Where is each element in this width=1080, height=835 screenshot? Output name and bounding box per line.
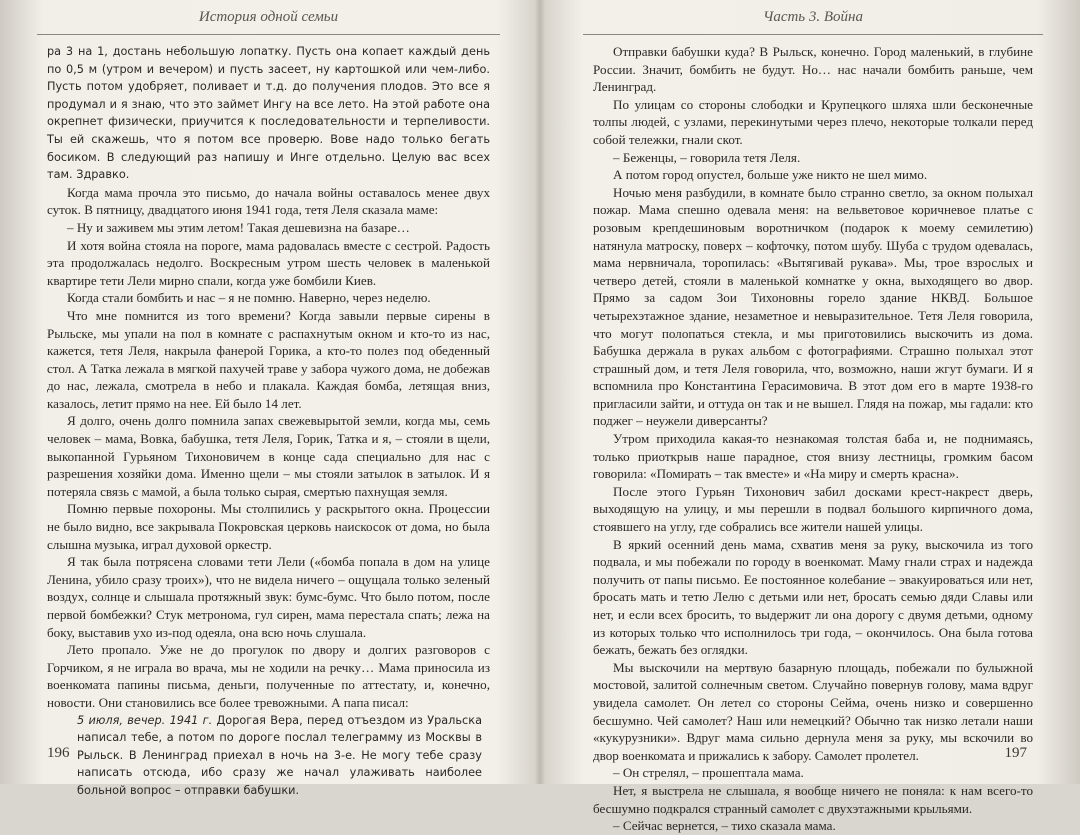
left-page [0,0,540,797]
paragraph: Утром приходила какая-то незнакомая толстая баба и, не поднимаясь, только приоткрыв наше парадное, стоя внизу лестницы, громким басом говорила: «Помирать – так вместе» и «На миру и смерть красна». [593,431,1033,482]
letter-continuation [47,43,490,184]
paragraph: – Ну и заживем мы этим летом! Такая дешевизна на базаре… [67,219,410,235]
letter-paragraph [77,712,482,800]
paragraph: Отправки бабушки куда? В Рыльск, конечно. Город маленький, в глубине России. Значит, бомбить не будут. Но… нас начали бомбить раньше, чем Ленинград. [593,44,1033,95]
paragraph: Ночью меня разбудили, в комнате было странно светло, за окном полыхал пожар. Мама спешно одевала меня: на вельветовое коричневое платье с розовым крепдешиновым воротничком (подарок к моему семилетию) натянула матроску, поверх – кофточку, потом шубу. Шуба с трудом одевалась, мама нервничала, торопилась: «Вытягивай рукава». Мы, трое взрослых и четверо детей, стояли в маленькой комнатке у окна, выходящего во двор. Прямо за садом Зои Тихоновны горело здание НКВД. Большое четырехэтажное здание, незаметное и невыразительное. Тетя Леля говорила, что могут полопаться стекла, и мы приготовились выскочить из дома. Бабушка держала в руках альбом с фотографиями. Страшно полыхал этот страшный дом, и тетя Леля говорила, что, возможно, наши жгут бумаги. И я вспомнила про Константина Герасимовича. В этот дом его в марте 1938-го пригласили зайти, и оттуда он так и не вышел. Глядя на пожар, мы гадали: кто поджег – неужели диверсанты? [593,184,1033,429]
paragraph: После этого Гурьян Тихонович забил досками крест-накрест дверь, выходящую на улицу, и мы перешли в подвал большого кирпичного дома, стоявшего на углу, где собрались все жители нашей улицы. [593,483,1033,535]
paragraph: – Беженцы, – говорила тетя Леля. [613,149,801,165]
paragraph: ра 3 на 1, достань небольшую лопатку. Пусть она копает каждый день по 0,5 м (утром и вечером) и пусть засеет, ну картошкой или чем-либо. Пусть потом удобряет, поливает и т.д. до получения плодов. Это все я продумал и я знаю, что это займет Ингу на все лето. На этой работе она окрепнет физически, приучится к последовательности и терпеливости. Ты ей скажешь, что я потом все проверю. Вове надо только бегать босиком. В следующий раз напишу и Инге отдельно. Целую вас всех там. Здравко. [47,45,490,182]
paragraph: – Он стрелял, – прошептала мама. [613,765,804,781]
running-head-right: Часть 3. Война [583,0,1043,35]
quoted-letter [47,712,490,800]
paragraph: Помню первые похороны. Мы столпились у раскрытого окна. Процессии не было видно, все закрывала Покровская церковь наискосок от дома, но была слышна музыка, играл духовой оркестр. [47,501,490,552]
paragraph: В яркий осенний день мама, схватив меня за руку, выскочила из того подвала, и мы побежали по городу в военкомат. Маму гнали страх и надежда получить от папы письмо. Ее постоянное колебание – эвакуироваться или нет, бросать мать и тетю Лелю с детьми или нет, бросать семью дяди Славы или нет, и если всех бросить, то выдержит ли она дорогу с двумя детьми, одному из которых только что исполнилось три года, – окончилось. Она была готова бежать, бежать без оглядки. [593,536,1033,658]
right-page [540,0,1080,834]
paragraph: А потом город опустел, больше уже никто не шел мимо. [613,167,928,183]
paragraph: – Сейчас вернется, – тихо сказала мама. [613,818,836,834]
paragraph: Я долго, очень долго помнила запах свежевырытой земли, когда мы, семь человек – мама, Вовка, бабушка, тетя Леля, Горик, Татка и я, – стояли в щели, выкопанной Гурьяном Тихоновичем в конце сада специально для нас с разрешения хозяйки дома. Именно щели – мы стояли затылок в затылок. И я потеряла связь с мамой, а была только сырая, смертью пахнущая земля. [47,413,490,499]
paragraph: Лето пропало. Уже не до прогулок по двору и долгих разговоров с Горчиком, я не играла во врача, мы не ходили на речку… Мама приносила из военкомата папины письма, деньги, полученные по аттестату, и, конечно, новости. Они становились все более тревожными. А папа писал: [47,642,490,710]
paragraph: Когда стали бомбить и нас – я не помню. Наверно, через неделю. [67,290,431,306]
left-page-text [47,43,490,800]
paragraph: Нет, я выстрела не слышала, я вообще ничего не поняла: к нам всего-то бесшумно подкрался странный самолет с двухэтажными крыльями. [593,782,1033,816]
letter-text: Дорогая Вера, перед отъездом из Уральска написал тебе, а потом по дороге послал телеграмму из Москвы в Рыльск. В Ленинград приехал в ночь на 3-е. Не могу тебе сразу написать отсюда, ибо сразу же начал улаживать наиболее больной вопрос – отправки бабушки. [77,713,483,797]
paragraph: Когда мама прочла это письмо, до начала войны оставалось менее двух суток. В пятницу, двадцатого июня 1941 года, тетя Леля сказала маме: [47,184,490,218]
paragraph: Я так была потрясена словами тети Лели («бомба попала в дом на улице Ленина, убило сразу троих»), что не видела ничего – ощущала только зеленый воздух, солнце и слышала протяжный звук: бумс-бумс. Что было потом, после первой бомбежки? Стук метронома, гул сирен, мама перестала спать; лежа на боку, выставив ухо из-под одеяла, она всю ночь слушала. [47,554,490,640]
paragraph: По улицам со стороны слободки и Крупецкого шляха шли бесконечные толпы людей, с узлами, перекинутыми через плечо, некоторые толкали перед собой тележки, гнали скот. [593,96,1033,147]
letter-date: 5 июля, вечер. 1941 г. [77,713,213,727]
page-number-right: 197 [1004,745,1027,761]
page-number-left: 196 [47,745,70,761]
paragraph: Мы выскочили на мертвую базарную площадь, побежали по булыжной мостовой, залитой солнечным светом. Случайно повернув голову, мама вдруг увидела самолет. Он летел со стороны Сейма, очень низко и совершенно бесшумно. Чей самолет? Наш или немецкий? Обычно так низко летали наши «кукурузники». Вдруг мама сильно дернула меня за руку, мы вскочили во двор военкомата и прижались к забору. Самолет пролетел. [593,659,1033,763]
paragraph: Что мне помнится из того времени? Когда завыли первые сирены в Рыльске, мы упали на пол в комнате с распахнутым окном и кто-то из нас, кажется, тетя Леля, накрыла фанерой Горика, а кто-то полез под обеденный стол. А Татка лежала в мягкой пахучей траве у забора чужого дома, не добежав до нас, лежала, смотрела в небо и плакала. Каждая бомба, летящая вниз, казалось, летит прямо на нее. Ей было 14 лет. [47,307,490,411]
right-page-text [593,43,1033,835]
paragraph: И хотя война стояла на пороге, мама радовалась вместе с сестрой. Радость эта продолжалась недолго. Воскресным утром шесть человек в маленькой квартире тети Лели мирно спали, когда уже бомбили Киев. [47,237,490,288]
running-head-left: История одной семьи [37,0,500,35]
